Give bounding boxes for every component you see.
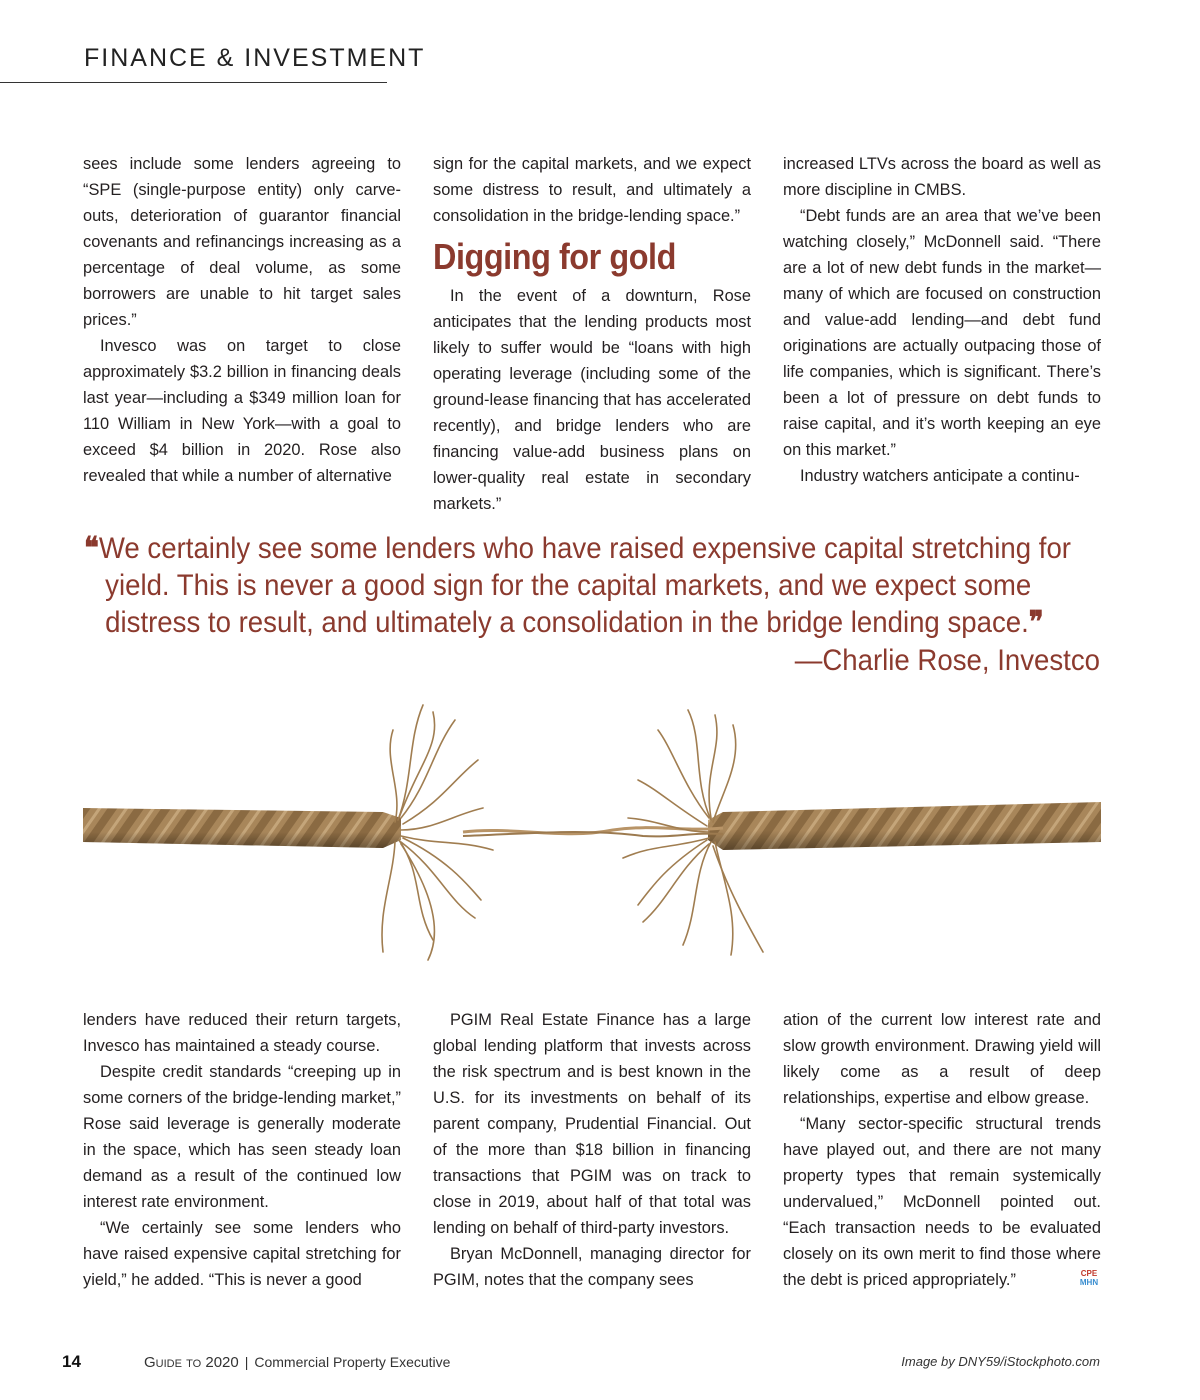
- open-quote-icon: ❝: [84, 532, 99, 565]
- bottom-column-2: [433, 1007, 751, 1293]
- pull-quote-attribution: —Charlie Rose, Investco: [794, 644, 1100, 677]
- paragraph: PGIM Real Estate Finance has a large global lending platform that invests across the risk spectrum and is best known in the U.S. for its investments on behalf of its parent company, Prudential Financial. Out of the more than $18 billion in financing transactions that PGIM was on track to close in 2019, about half of that total was lending on behalf of third-party investors.: [433, 1011, 751, 1237]
- end-mark-logo: CPE MHN: [1079, 1269, 1099, 1287]
- paragraph: Invesco was on target to close approximately $3.2 billion in financing deals last year—including a $349 million loan for 110 William in New York—with a goal to exceed $4 billion in 2020. Rose also revealed that while a number of alternative: [83, 337, 401, 485]
- section-header: FINANCE & INVESTMENT: [84, 44, 426, 72]
- paragraph: increased LTVs across the board as well as more discipline in CMBS.: [783, 155, 1101, 199]
- pull-quote-body: We certainly see some lenders who have raised expensive capital stretching for yield. This is never a good sign for the capital markets, and we expect some distress to result, and ultimately a consolidation in the bridge lending space.: [98, 532, 1071, 639]
- image-credit: Image by DNY59/iStockphoto.com: [901, 1354, 1100, 1369]
- page-footer: [0, 1352, 1200, 1376]
- separator: |: [244, 1354, 249, 1370]
- pull-quote: [84, 530, 1104, 681]
- paragraph: sign for the capital markets, and we expect some distress to result, and ultimately a consolidation in the bridge-lending space.”: [433, 155, 751, 225]
- top-column-2: [433, 151, 751, 517]
- paragraph: In the event of a downturn, Rose anticipates that the lending products most likely to suffer would be “loans with high operating leverage (including some of the ground-lease financing that has accelerated recently), and bridge lenders who are financing value-add business plans on lower-quality real estate in secondary markets.”: [433, 287, 752, 513]
- close-quote-icon: ❞: [1028, 606, 1044, 639]
- paragraph: ation of the current low interest rate and slow growth environment. Drawing yield will likely come as a result of deep relationships, expertise and elbow grease.: [783, 1011, 1101, 1107]
- bottom-column-3: [783, 1007, 1101, 1293]
- top-column-1: [83, 151, 401, 489]
- paragraph: Despite credit standards “creeping up in some corners of the bridge-lending market,” Rose said leverage is generally moderate in the space, which has seen steady loan demand as a result of the continued low interest rate environment.: [83, 1063, 401, 1211]
- paragraph: “Debt funds are an area that we’ve been watching closely,” McDonnell said. “There are a lot of new debt funds in the market—many of which are focused on construction and value-add lending—and debt fund originations are actually outpacing those of life companies, which is significant. There’s been a lot of pressure on debt funds to raise capital, and it’s worth keeping an eye on this market.”: [783, 207, 1101, 459]
- paragraph: sees include some lenders agreeing to “SPE (single-purpose entity) only carve-outs, deterioration of guarantor financial covenants and refinancings increasing as a percentage of deal volume, as some borrowers are unable to hit target sales prices.”: [83, 155, 401, 329]
- pull-quote-text: [84, 530, 1096, 641]
- paragraph: Industry watchers anticipate a continu-: [800, 467, 1080, 485]
- frayed-rope-photo: [83, 690, 1101, 980]
- guide-title: Guide to 2020: [144, 1354, 239, 1371]
- bottom-column-1: [83, 1007, 401, 1293]
- page-number: 14: [62, 1352, 81, 1371]
- paragraph: “Many sector-specific structural trends have played out, and there are not many property types that remain systemically undervalued,” McDonnell pointed out. “Each transaction needs to be evaluated closely on its own merit to find those where the debt is priced appropriately.”: [783, 1115, 1101, 1289]
- publication-name: Commercial Property Executive: [254, 1354, 451, 1370]
- subheading: Digging for gold: [433, 236, 676, 277]
- header-rule: [0, 82, 387, 83]
- paragraph: Bryan McDonnell, managing director for PGIM, notes that the company sees: [433, 1245, 751, 1289]
- top-column-3: [783, 151, 1101, 489]
- publication-line: [144, 1354, 450, 1371]
- paragraph: “We certainly see some lenders who have raised expensive capital stretching for yield,” he added. “This is never a good: [83, 1219, 401, 1289]
- paragraph: lenders have reduced their return targets, Invesco has maintained a steady course.: [83, 1011, 401, 1055]
